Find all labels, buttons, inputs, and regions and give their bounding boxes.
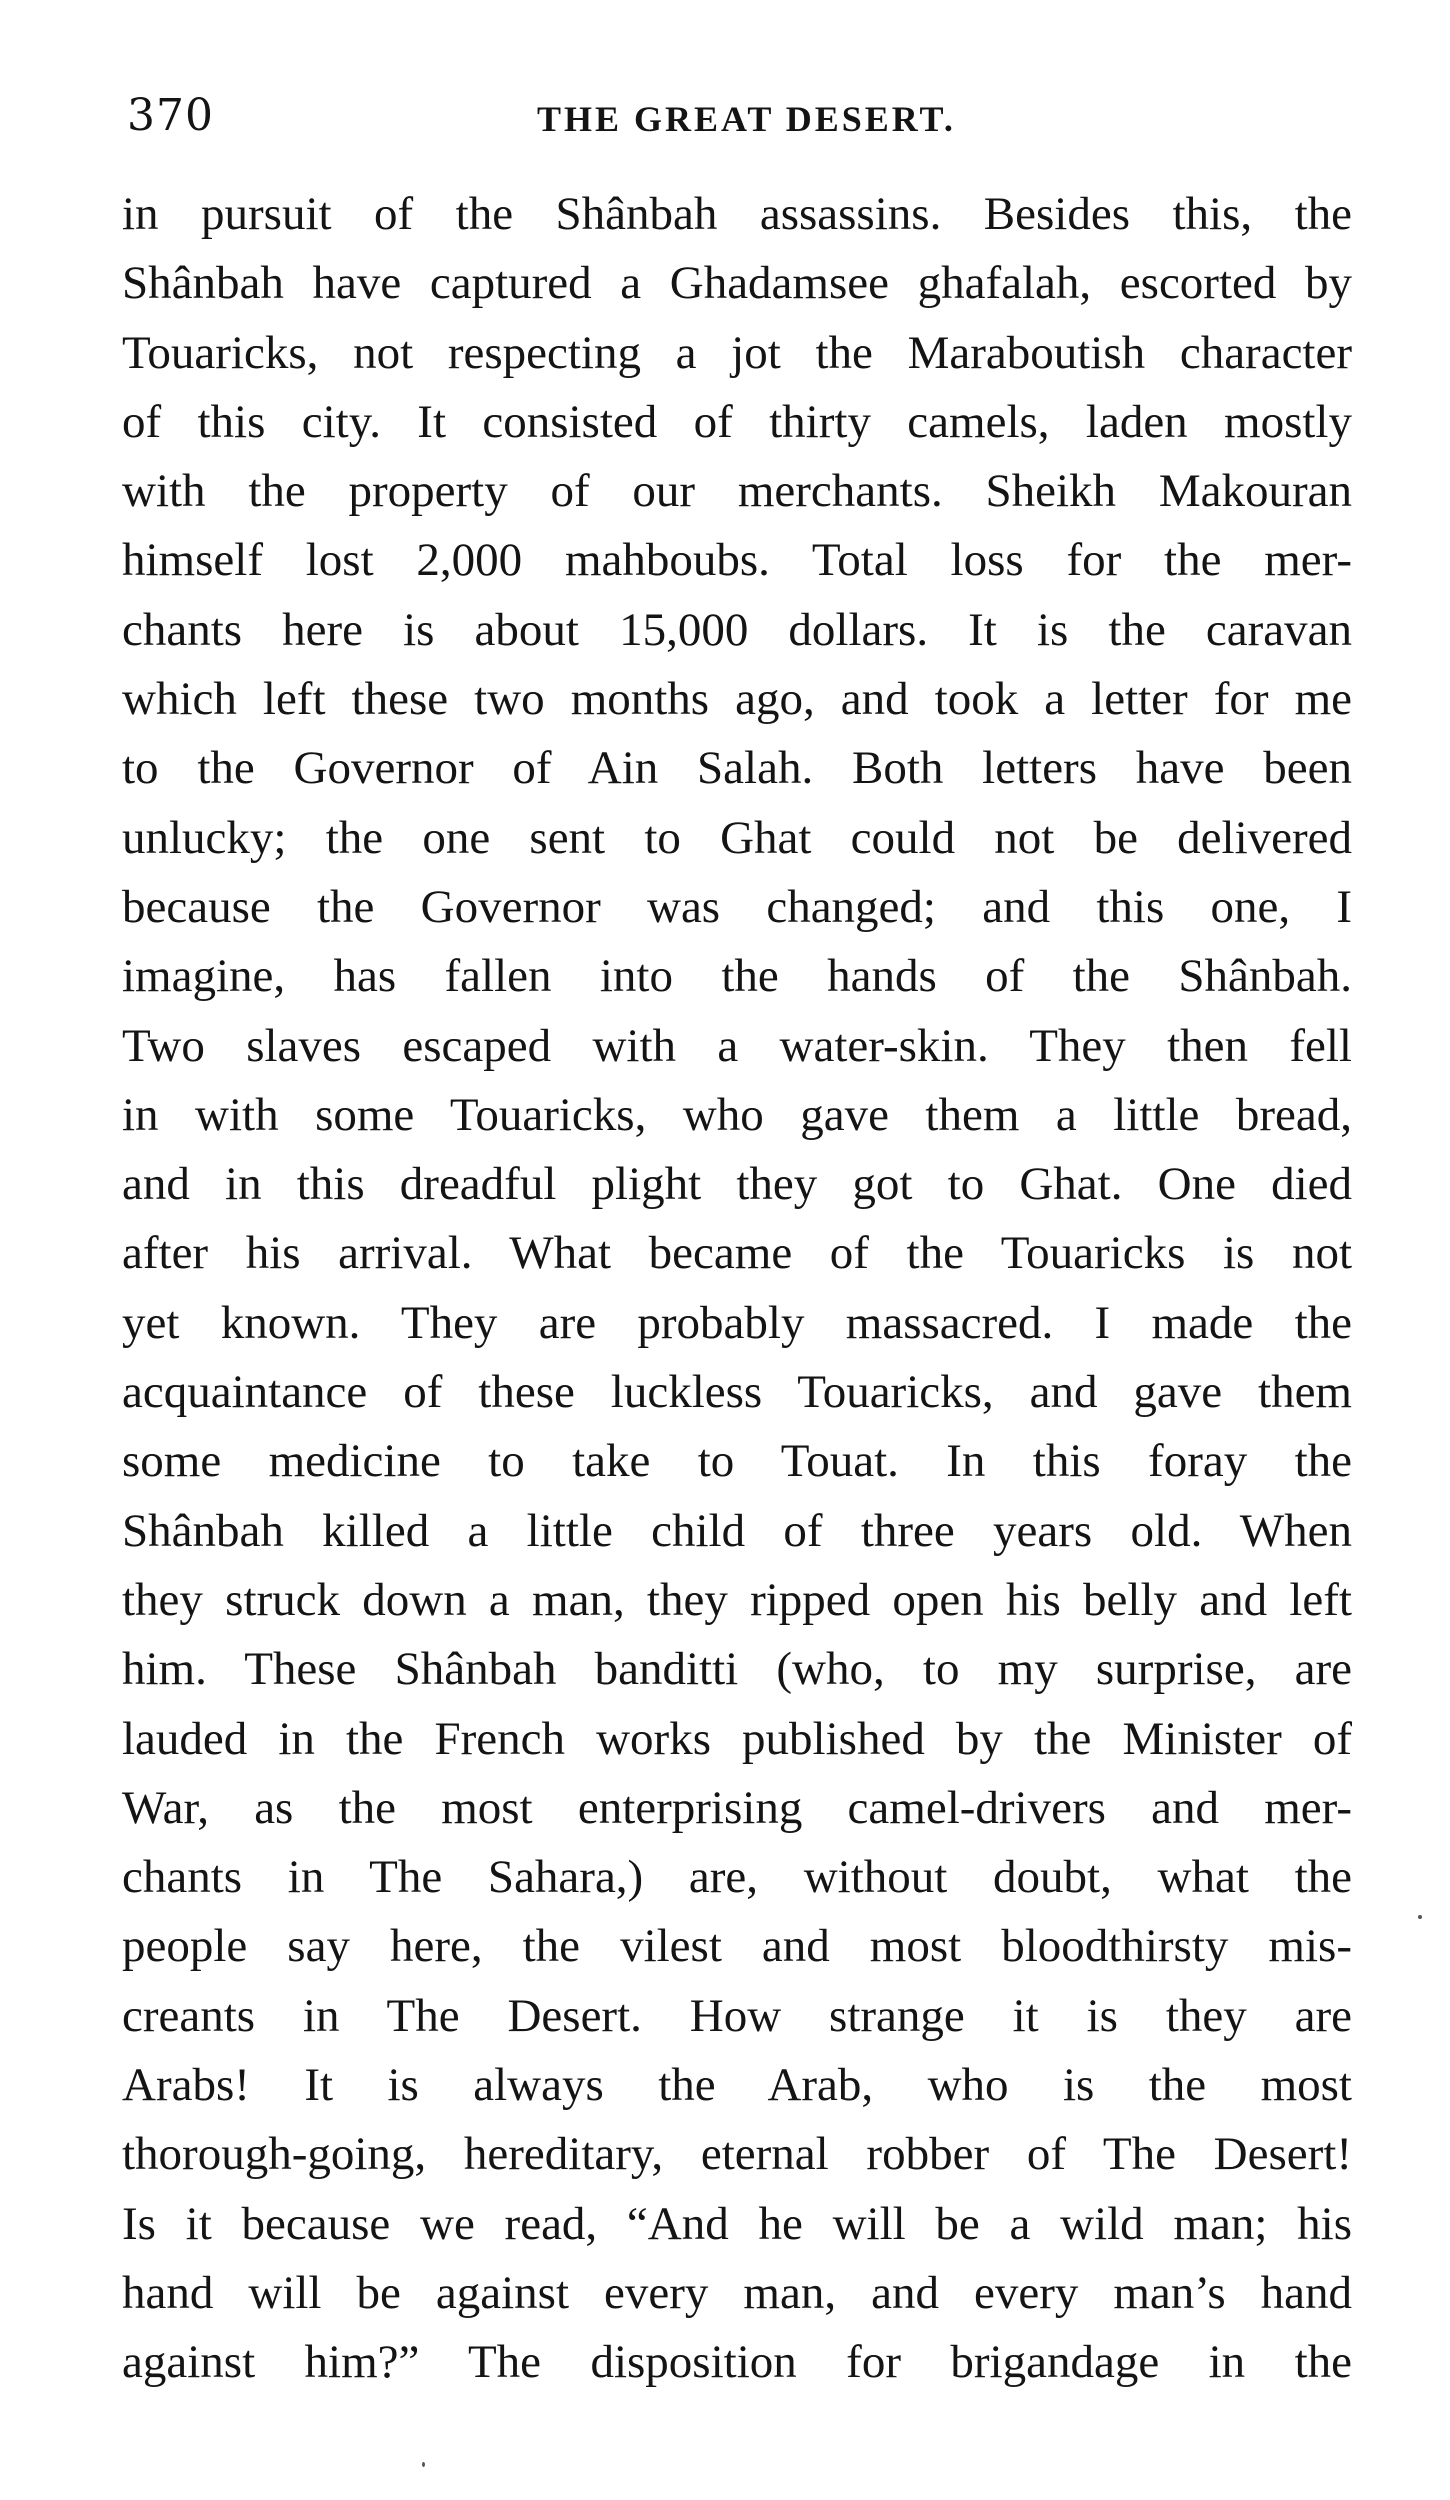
- text-line: yet known. They are probably massacred. I made the: [122, 1296, 1352, 1349]
- text-line: himself lost 2,000 mahboubs. Total loss for the mer-: [122, 534, 1352, 587]
- page-number: 370: [127, 90, 214, 141]
- text-line: hand will be against every man, and every man’s hand: [122, 2266, 1352, 2319]
- running-title: THE GREAT DESERT.: [537, 99, 956, 139]
- page-header: [127, 80, 1347, 160]
- text-line: thorough-going, hereditary, eternal robber of The Desert!: [122, 2128, 1352, 2181]
- text-line: acquaintance of these luckless Touaricks, and gave them: [122, 1366, 1352, 1419]
- text-line: chants here is about 15,000 dollars. It is the caravan: [122, 603, 1352, 656]
- text-line: they struck down a man, they ripped open his belly and left: [122, 1573, 1352, 1626]
- text-line: Is it because we read, “And he will be a wild man; his: [122, 2197, 1352, 2250]
- text-line: of this city. It consisted of thirty camels, laden mostly: [122, 395, 1352, 448]
- text-line: War, as the most enterprising camel-drivers and mer-: [122, 1781, 1352, 1834]
- text-line: some medicine to take to Touat. In this foray the: [122, 1435, 1352, 1488]
- text-line: lauded in the French works published by the Minister of: [122, 1712, 1352, 1765]
- text-line: Arabs! It is always the Arab, who is the most: [122, 2059, 1352, 2112]
- text-line: in with some Touaricks, who gave them a little bread,: [122, 1088, 1352, 1141]
- text-line: Shânbah have captured a Ghadamsee ghafalah, escorted by: [122, 257, 1352, 310]
- text-line: and in this dreadful plight they got to Ghat. One died: [122, 1158, 1352, 1211]
- text-line: which left these two months ago, and took a letter for me: [122, 673, 1352, 726]
- text-line: Two slaves escaped with a water-skin. They then fell: [122, 1019, 1352, 1072]
- text-line: against him?” The disposition for brigandage in the: [122, 2336, 1352, 2389]
- text-line: Shânbah killed a little child of three years old. When: [122, 1504, 1352, 1557]
- scan-speck: [1418, 1915, 1422, 1919]
- text-line: unlucky; the one sent to Ghat could not be delivered: [122, 811, 1352, 864]
- text-line: people say here, the vilest and most bloodthirsty mis-: [122, 1920, 1352, 1973]
- text-line: imagine, has fallen into the hands of the Shânbah.: [122, 950, 1352, 1003]
- text-line: with the property of our merchants. Sheikh Makouran: [122, 465, 1352, 518]
- scan-speck: [422, 2462, 425, 2467]
- body-text: [122, 180, 1352, 2398]
- text-line: after his arrival. What became of the Touaricks is not: [122, 1227, 1352, 1280]
- text-line: in pursuit of the Shânbah assassins. Besides this, the: [122, 188, 1352, 240]
- text-line: chants in The Sahara,) are, without doubt, what the: [122, 1851, 1352, 1904]
- text-line: Touaricks, not respecting a jot the Maraboutish character: [122, 326, 1352, 379]
- text-line: him. These Shânbah banditti (who, to my surprise, are: [122, 1643, 1352, 1696]
- text-line: because the Governor was changed; and this one, I: [122, 880, 1352, 933]
- text-line: to the Governor of Ain Salah. Both letters have been: [122, 742, 1352, 795]
- text-line: creants in The Desert. How strange it is they are: [122, 1989, 1352, 2042]
